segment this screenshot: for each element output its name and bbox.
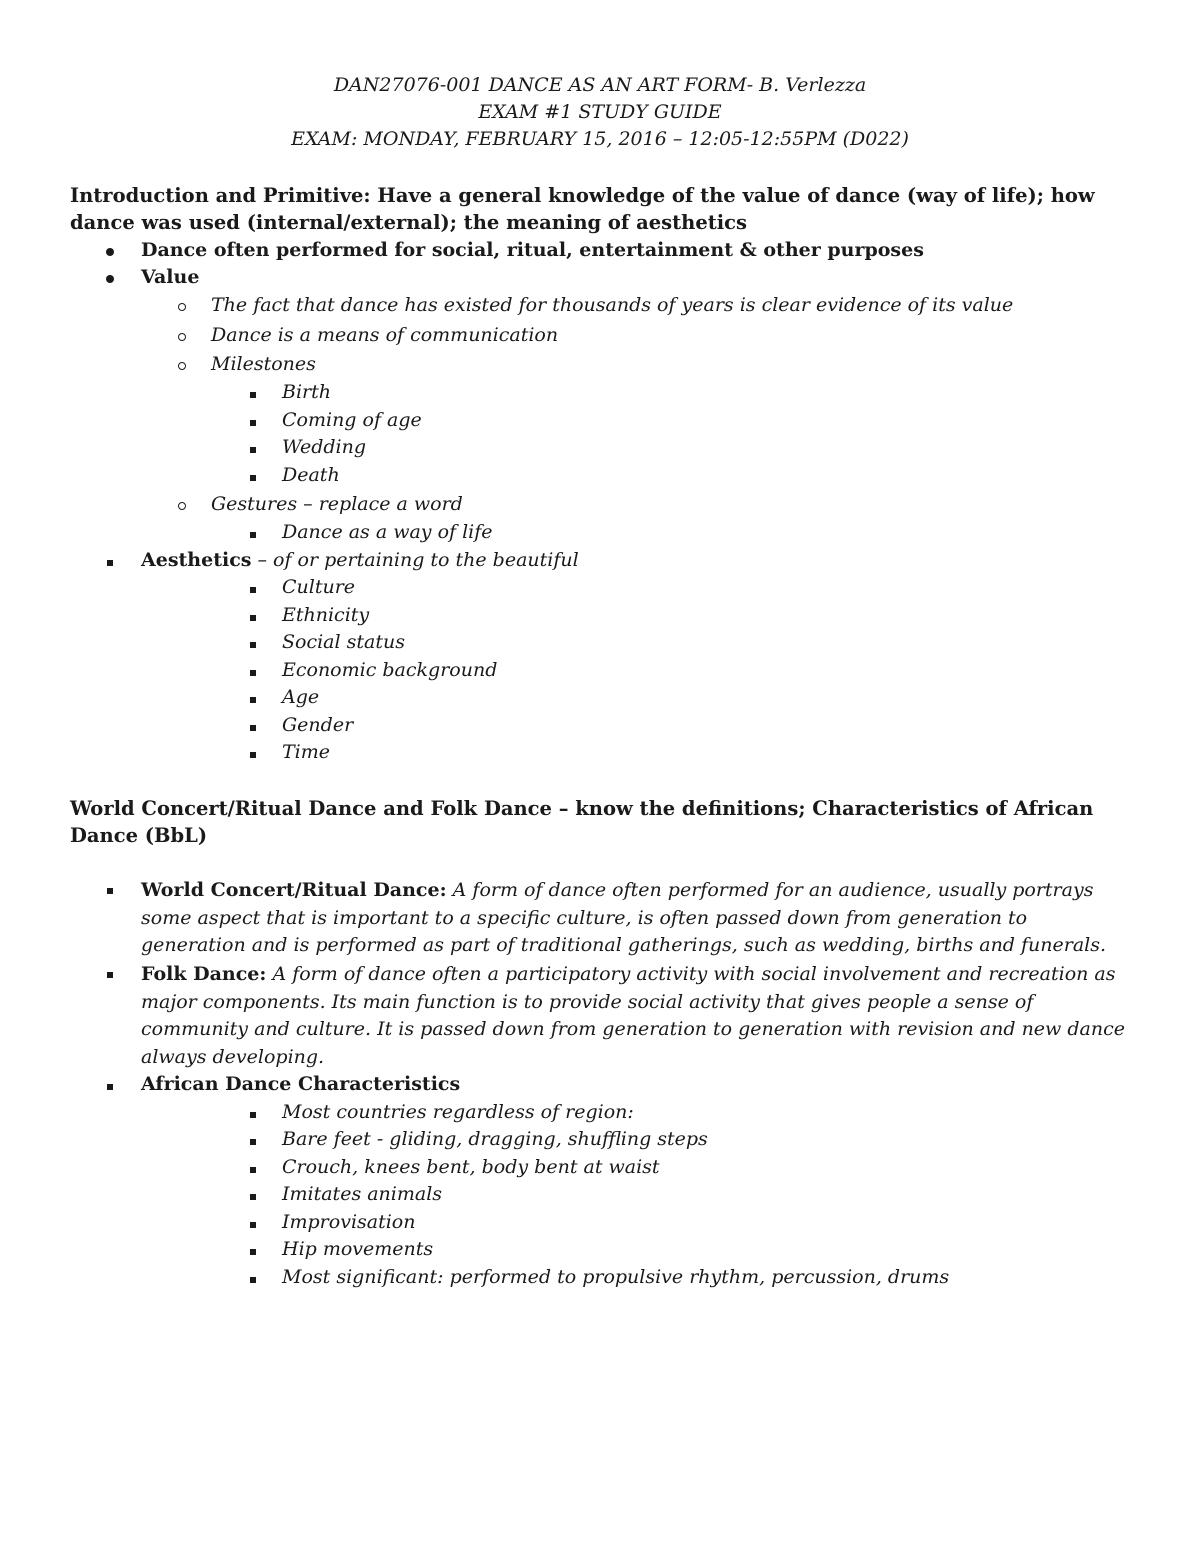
square-bullet-icon xyxy=(243,602,263,629)
square-bullet-icon xyxy=(107,888,113,894)
square-bullet-icon xyxy=(243,1099,263,1126)
section-heading-intro: Introduction and Primitive: Have a general knowledge of the value of dance (way of life); how dance was used (internal/external); the meaning of aesthetics xyxy=(70,184,1095,234)
square-bullet-icon xyxy=(243,657,263,684)
bullet-icon xyxy=(100,264,120,291)
circle-bullet-icon xyxy=(172,351,192,378)
aesthetics-label: Aesthetics xyxy=(141,549,252,571)
square-bullet-icon xyxy=(243,434,263,461)
square-bullet-icon xyxy=(243,739,263,766)
square-bullet-icon xyxy=(243,1264,263,1291)
square-bullet-icon xyxy=(100,1071,120,1098)
circle-bullet-icon xyxy=(172,322,192,349)
course-title: DAN27076-001 DANCE AS AN ART FORM- B. Verlezza xyxy=(333,74,867,96)
square-bullet-icon xyxy=(243,379,263,406)
document-page: DAN27076-001 DANCE AS AN ART FORM- B. Verlezza EXAM #1 STUDY GUIDE EXAM: MONDAY, FEBRUARY 15, 2016 – 12:05-12:55PM (D022) Introduction and Primitive: Have a general knowledge of the value of dance (way of life); how dance was used (internal/external); the meaning of aesthetics Dance often performed for social, ritual, entertainment & other purposes Value The fact that dance has existed for thousands of years is clear evidence of its value Dance is a means of communication Milestones Birth Coming of age Wedding Death Gestures – replace a word Dance as a way of life Aesthetics – of or pertaining to the beautiful Culture Ethnicity Social status Economic background Age Gender Time World Concert/Ritual Dance and Folk Dance – know the definitions; Characteristics of African Dance (BbL) World Concert/Ritual Dance: A form of dance often performed for an audience, usually portrays some aspect that is important to a specific culture, is often passed down from generation to generation and is performed as part of traditional gatherings, such as wedding, births and funerals. Folk Dance: A form of dance often a participatory activity with social involvement and recreation as major components. Its main function is to provide social activity that gives people a sense of community and culture. It is passed down from generation to generation with revision and new dance always developing. African Dance Characteristics Most countries regardless of region: Bare feet - gliding, dragging, shuffling steps Crouch, knees bent, body bent at waist Imitates animals Improvisation Hip movements Most significant: performed to propulsive rhythm, percussion, drums xyxy=(0,0,1200,1553)
folk-dance-definition: Folk Dance: A form of dance often a participatory activity with social involvement and recreation as major components. Its main function is to provide social activity that gives people a sense of community and culture. It is passed down from generation to generation with revision and new dance always developing. xyxy=(141,963,1125,1068)
square-bullet-icon xyxy=(243,629,263,656)
world-concert-definition: World Concert/Ritual Dance: A form of dance often performed for an audience, usually portrays some aspect that is important to a specific culture, is often passed down from generation to generation and is performed as part of traditional gatherings, such as wedding, births and funerals. xyxy=(141,879,1107,956)
square-bullet-icon xyxy=(243,712,263,739)
guide-title: EXAM #1 STUDY GUIDE xyxy=(478,101,722,123)
circle-bullet-icon xyxy=(172,491,192,518)
circle-bullet-icon xyxy=(172,292,192,319)
square-bullet-icon xyxy=(107,972,113,978)
square-bullet-icon xyxy=(243,1126,263,1153)
square-bullet-icon xyxy=(243,407,263,434)
square-bullet-icon xyxy=(243,1181,263,1208)
aesthetics-definition: – of or pertaining to the beautiful xyxy=(251,549,579,571)
square-bullet-icon xyxy=(243,1236,263,1263)
square-bullet-icon xyxy=(243,519,263,546)
document-header xyxy=(0,72,1200,153)
section-heading-world-folk: World Concert/Ritual Dance and Folk Dance – know the definitions; Characteristics of African Dance (BbL) xyxy=(70,797,1094,847)
square-bullet-icon xyxy=(243,684,263,711)
square-bullet-icon xyxy=(243,1154,263,1181)
square-bullet-icon xyxy=(243,462,263,489)
square-bullet-icon xyxy=(243,574,263,601)
square-bullet-icon xyxy=(100,547,120,574)
exam-date: EXAM: MONDAY, FEBRUARY 15, 2016 – 12:05-12:55PM (D022) xyxy=(291,128,909,150)
square-bullet-icon xyxy=(243,1209,263,1236)
bullet-icon xyxy=(100,237,120,264)
